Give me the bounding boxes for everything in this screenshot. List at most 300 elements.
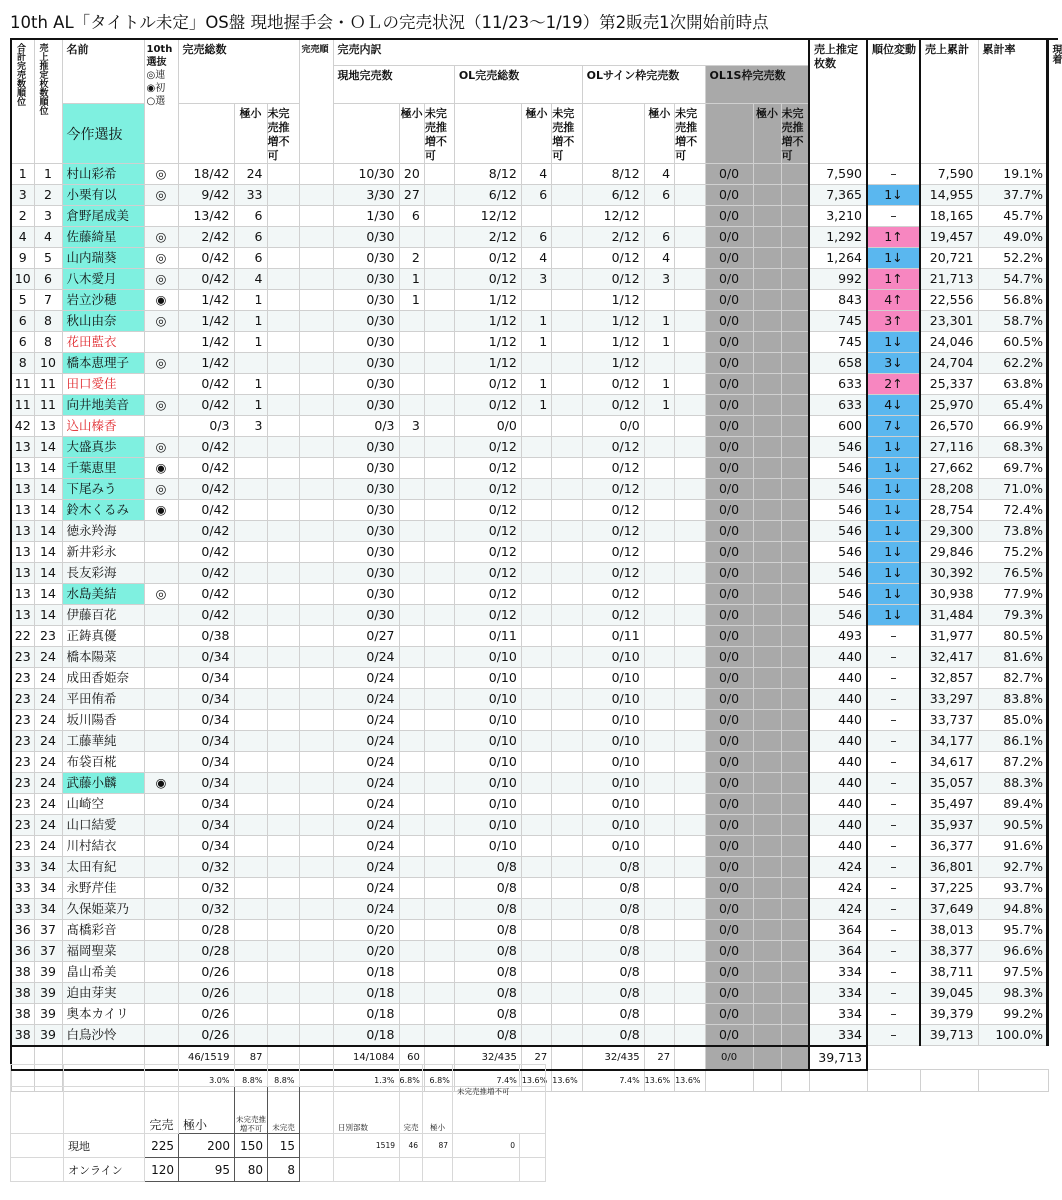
ol-sold: 0/12: [454, 436, 521, 457]
table-row: [11, 352, 1048, 373]
est-sales: 1,264: [809, 247, 867, 268]
rank-total: 38: [11, 1024, 34, 1046]
ol-sold: 0/12: [454, 520, 521, 541]
ol-kyoku: 6: [521, 226, 551, 247]
ol-sold: 0/8: [454, 940, 521, 961]
local-sold: 0/30: [333, 289, 399, 310]
ol-sold: 0/10: [454, 772, 521, 793]
rank-change: 1↓: [867, 247, 920, 268]
member-name: 伊藤百花: [62, 604, 144, 625]
local-kyoku: [399, 835, 424, 856]
sign-kyoku: [644, 541, 674, 562]
local-sold: 0/30: [333, 394, 399, 415]
local-sold: 0/27: [333, 625, 399, 646]
sign-kyoku: [644, 877, 674, 898]
total-sold: 0/34: [178, 709, 234, 730]
ol-sold: 0/12: [454, 478, 521, 499]
local-kyoku: 1: [399, 268, 424, 289]
total-kyoku: [234, 478, 267, 499]
total-sold: 0/42: [178, 499, 234, 520]
sign-sold: 0/12: [582, 499, 644, 520]
total-sold: 0/32: [178, 856, 234, 877]
sign-kyoku: [644, 583, 674, 604]
est-sales: 7,365: [809, 184, 867, 205]
member-name: 橋本恵理子: [62, 352, 144, 373]
total-sold: 1/42: [178, 310, 234, 331]
sign-kyoku: 4: [644, 163, 674, 184]
rank-change: 2↑: [867, 373, 920, 394]
total-sold: 0/34: [178, 730, 234, 751]
cum-sales: 33,737: [920, 709, 978, 730]
est-sales: 334: [809, 1024, 867, 1046]
est-sales: 546: [809, 562, 867, 583]
ol-kyoku: [521, 835, 551, 856]
tenth-mark: [144, 877, 178, 898]
total-kyoku: [234, 352, 267, 373]
rank-sales: 14: [34, 499, 62, 520]
cum-sales: 31,484: [920, 604, 978, 625]
cum-rate: 56.8%: [978, 289, 1048, 310]
header-breakdown: 完売内訳: [337, 43, 382, 56]
ol-sold: 2/12: [454, 226, 521, 247]
est-sales: 745: [809, 331, 867, 352]
sign-kyoku: [644, 205, 674, 226]
summary-head-kyoku: 極小: [179, 1087, 235, 1134]
total-sold: 0/42: [178, 394, 234, 415]
member-name: 大盛真歩: [62, 436, 144, 457]
summary-online-unsold: 8: [268, 1158, 300, 1182]
header-cut-off: 現着: [1050, 44, 1061, 64]
local-sold: 0/24: [333, 751, 399, 772]
table-row: [11, 625, 1048, 646]
sign-kyoku: 1: [644, 331, 674, 352]
sign-sold: 0/12: [582, 604, 644, 625]
cum-sales: 25,970: [920, 394, 978, 415]
rank-total: 23: [11, 835, 34, 856]
ol-sold: 0/12: [454, 541, 521, 562]
rank-total: 23: [11, 772, 34, 793]
sign-sold: 0/8: [582, 877, 644, 898]
cum-rate: 73.8%: [978, 520, 1048, 541]
total-sold: 0/38: [178, 625, 234, 646]
ol1s-sold: 0/0: [705, 289, 753, 310]
table-row: [11, 877, 1048, 898]
member-name: 岩立沙穂: [62, 289, 144, 310]
total-kyoku: [234, 793, 267, 814]
cum-sales: 35,497: [920, 793, 978, 814]
page-title: 10th AL「タイトル未定」OS盤 現地握手会・ＯＬの完売状況（11/23〜1/19）第2販売1次開始前時点: [10, 13, 769, 32]
ol-sold: 0/10: [454, 667, 521, 688]
local-sold: 0/30: [333, 226, 399, 247]
summary-mid-sold: 完売: [400, 1087, 423, 1134]
cum-rate: 95.7%: [978, 919, 1048, 940]
total-kyoku: [234, 541, 267, 562]
local-sold: 0/30: [333, 373, 399, 394]
table-row: [11, 898, 1048, 919]
rank-total: 13: [11, 541, 34, 562]
rank-change: 1↓: [867, 457, 920, 478]
cum-rate: 19.1%: [978, 163, 1048, 184]
total-sold: 0/42: [178, 604, 234, 625]
sign-sold: 0/8: [582, 898, 644, 919]
table-row: [11, 961, 1048, 982]
header-ol-total: OL完売総数: [458, 68, 520, 82]
ol-kyoku: [521, 562, 551, 583]
right-edge-border: [1046, 38, 1058, 1046]
total-kyoku: [234, 898, 267, 919]
tenth-mark: ◎: [144, 583, 178, 604]
ol-kyoku: [521, 646, 551, 667]
summary-count-kyoku: 87: [423, 1134, 453, 1158]
rank-sales: 24: [34, 751, 62, 772]
summary-local-unsold: 15: [268, 1134, 300, 1158]
local-sold: 0/24: [333, 688, 399, 709]
sign-sold: 0/10: [582, 751, 644, 772]
ol-sold: 1/12: [454, 310, 521, 331]
ol-sold: 0/10: [454, 814, 521, 835]
total-sold: 1/42: [178, 289, 234, 310]
local-sold: 0/30: [333, 499, 399, 520]
member-name: 平田侑希: [62, 688, 144, 709]
sign-sold: 1/12: [582, 310, 644, 331]
total-sold: 0/42: [178, 247, 234, 268]
table-row: [11, 982, 1048, 1003]
ol1s-sold: 0/0: [705, 478, 753, 499]
ol-kyoku: [521, 709, 551, 730]
rank-sales: 5: [34, 247, 62, 268]
tenth-mark: [144, 562, 178, 583]
member-name: 長友彩海: [62, 562, 144, 583]
ol1s-sold: 0/0: [705, 961, 753, 982]
total-sold: 0/34: [178, 772, 234, 793]
table-row: [11, 940, 1048, 961]
ol-kyoku: [521, 772, 551, 793]
header-tenth: 10th選抜: [146, 44, 173, 68]
cum-rate: 81.6%: [978, 646, 1048, 667]
sign-sold: 12/12: [582, 205, 644, 226]
rank-sales: 24: [34, 835, 62, 856]
local-kyoku: [399, 772, 424, 793]
tenth-mark: ◎: [144, 163, 178, 184]
table-row: [11, 310, 1048, 331]
rank-total: 33: [11, 877, 34, 898]
total-sold: 0/42: [178, 562, 234, 583]
summary-head-sold: 完売: [145, 1087, 179, 1134]
local-kyoku: 2: [399, 247, 424, 268]
rank-total: 23: [11, 709, 34, 730]
total-sold: 0/42: [178, 457, 234, 478]
ol-sold: 0/8: [454, 898, 521, 919]
tenth-mark: ◉: [144, 772, 178, 793]
total-sold: 0/26: [178, 961, 234, 982]
tenth-mark: ◎: [144, 226, 178, 247]
sign-kyoku: 6: [644, 226, 674, 247]
ol-kyoku: [521, 415, 551, 436]
rank-change: –: [867, 982, 920, 1003]
ol-kyoku: [521, 961, 551, 982]
total-sold: 18/42: [178, 163, 234, 184]
sign-sold: 0/12: [582, 373, 644, 394]
sign-kyoku: [644, 1024, 674, 1046]
1s-sum: 0/0: [705, 1046, 753, 1070]
cum-rate: 90.5%: [978, 814, 1048, 835]
summary-local-unsold-fix: 150: [235, 1134, 268, 1158]
sign-kyoku: [644, 898, 674, 919]
total-sold: 0/34: [178, 751, 234, 772]
rank-total: 23: [11, 730, 34, 751]
local-sold: 0/24: [333, 667, 399, 688]
sign-kyoku: [644, 478, 674, 499]
ol-sold: 0/12: [454, 604, 521, 625]
cum-sales: 32,857: [920, 667, 978, 688]
local-sold: 0/30: [333, 352, 399, 373]
ol1s-sold: 0/0: [705, 499, 753, 520]
rank-change: 3↓: [867, 352, 920, 373]
total-kyoku: [234, 940, 267, 961]
total-kyoku: [234, 835, 267, 856]
table-row: [11, 1003, 1048, 1024]
ol-sold: 0/8: [454, 1024, 521, 1046]
rank-change: –: [867, 961, 920, 982]
local-kyoku: [399, 373, 424, 394]
member-name: 川村結衣: [62, 835, 144, 856]
sign-sold: 6/12: [582, 184, 644, 205]
ol-sold: 1/12: [454, 352, 521, 373]
table-row: [11, 1024, 1048, 1046]
sign-sold: 1/12: [582, 289, 644, 310]
sign-kyoku: 6: [644, 184, 674, 205]
total-sold: 0/42: [178, 583, 234, 604]
rank-total: 8: [11, 352, 34, 373]
header-total-kyoku: 極小: [239, 106, 262, 120]
rank-change: 1↓: [867, 562, 920, 583]
sign-kyoku: [644, 604, 674, 625]
total-kyoku: [234, 772, 267, 793]
rank-total: 33: [11, 856, 34, 877]
local-kyoku: [399, 352, 424, 373]
local-kyoku: [399, 667, 424, 688]
pct-local-2: 6.8%: [399, 1070, 424, 1092]
ol-sold: 12/12: [454, 205, 521, 226]
tenth-mark: [144, 961, 178, 982]
local-kyoku: [399, 562, 424, 583]
tenth-mark: [144, 730, 178, 751]
rank-change: –: [867, 709, 920, 730]
local-sold: 0/24: [333, 793, 399, 814]
rank-total: 13: [11, 520, 34, 541]
tenth-mark: ◎: [144, 436, 178, 457]
sign-sold: 0/12: [582, 478, 644, 499]
total-sold: 0/28: [178, 919, 234, 940]
rank-change: 1↑: [867, 226, 920, 247]
ol-sum: 32/435: [454, 1046, 521, 1070]
rank-sales: 14: [34, 604, 62, 625]
local-sold: 0/30: [333, 604, 399, 625]
sign-kyoku: [644, 289, 674, 310]
cum-rate: 76.5%: [978, 562, 1048, 583]
rank-total: 6: [11, 310, 34, 331]
cum-sales: 36,801: [920, 856, 978, 877]
ol1s-sold: 0/0: [705, 835, 753, 856]
rank-sales: 34: [34, 898, 62, 919]
rank-change: –: [867, 898, 920, 919]
ol1s-sold: 0/0: [705, 457, 753, 478]
cum-rate: 94.8%: [978, 898, 1048, 919]
tenth-mark: [144, 709, 178, 730]
rank-total: 9: [11, 247, 34, 268]
rank-total: 6: [11, 331, 34, 352]
rank-sales: 3: [34, 205, 62, 226]
table-row: [11, 394, 1048, 415]
table-row: [11, 415, 1048, 436]
member-name: 髙橋彩音: [62, 919, 144, 940]
sign-sold: 0/0: [582, 415, 644, 436]
local-sold: 0/20: [333, 940, 399, 961]
local-kyoku: [399, 688, 424, 709]
total-kyoku: 33: [234, 184, 267, 205]
rank-total: 22: [11, 625, 34, 646]
ol1s-sold: 0/0: [705, 1003, 753, 1024]
ol-kyoku: [521, 520, 551, 541]
cum-rate: 66.9%: [978, 415, 1048, 436]
cum-rate: 45.7%: [978, 205, 1048, 226]
summary-local-label: 現地: [64, 1134, 145, 1158]
rank-sales: 24: [34, 709, 62, 730]
sign-sold: 0/12: [582, 268, 644, 289]
local-kyoku: [399, 226, 424, 247]
pct-sign-1: 7.4%: [582, 1070, 644, 1092]
total-kyoku: [234, 457, 267, 478]
sign-sold: 0/10: [582, 835, 644, 856]
rank-total: 33: [11, 898, 34, 919]
table-row: [11, 247, 1048, 268]
table-row: [11, 583, 1048, 604]
member-name: 白鳥沙怜: [62, 1024, 144, 1046]
cum-rate: 83.8%: [978, 688, 1048, 709]
sign-kyoku: [644, 793, 674, 814]
cum-sales: 25,337: [920, 373, 978, 394]
local-kyoku: [399, 940, 424, 961]
rank-sales: 37: [34, 940, 62, 961]
header-ol-sign: OLサイン枠完売数: [586, 68, 680, 82]
ol-kyoku: [521, 898, 551, 919]
header-cum-rate: 累計率: [982, 43, 1016, 56]
total-kyoku: 6: [234, 205, 267, 226]
ol-kyoku: [521, 793, 551, 814]
rank-sales: 14: [34, 457, 62, 478]
ol1s-sold: 0/0: [705, 583, 753, 604]
ol-kyoku: [521, 289, 551, 310]
rank-sales: 8: [34, 310, 62, 331]
sign-kyoku: [644, 772, 674, 793]
cum-rate: 91.6%: [978, 835, 1048, 856]
total-sold: 13/42: [178, 205, 234, 226]
total-sold: 0/34: [178, 646, 234, 667]
cum-rate: 97.5%: [978, 961, 1048, 982]
ol1s-sold: 0/0: [705, 898, 753, 919]
table-row: [11, 331, 1048, 352]
ol-kyoku: [521, 499, 551, 520]
rank-sales: 2: [34, 184, 62, 205]
table-row: [11, 205, 1048, 226]
total-kyoku: [234, 730, 267, 751]
ol-sold: 0/8: [454, 961, 521, 982]
ol1s-sold: 0/0: [705, 688, 753, 709]
ol-kyoku: [521, 541, 551, 562]
tenth-mark: [144, 331, 178, 352]
rank-total: 11: [11, 373, 34, 394]
total-kyoku: [234, 604, 267, 625]
est-sales: 745: [809, 310, 867, 331]
rank-change: –: [867, 793, 920, 814]
total-sold: 2/42: [178, 226, 234, 247]
ol-sold: 1/12: [454, 331, 521, 352]
total-sold: 0/42: [178, 541, 234, 562]
rank-sales: 24: [34, 667, 62, 688]
sign-kyoku: [644, 688, 674, 709]
total-sold: 0/42: [178, 478, 234, 499]
ol-sold: 0/8: [454, 982, 521, 1003]
sign-kyoku: 4: [644, 247, 674, 268]
sign-kyoku: [644, 814, 674, 835]
rank-sales: 14: [34, 478, 62, 499]
ol-kyoku: [521, 667, 551, 688]
cum-rate: 65.4%: [978, 394, 1048, 415]
est-sales: 440: [809, 709, 867, 730]
rank-sales: 34: [34, 877, 62, 898]
summary-table: [10, 1064, 546, 1182]
member-name: 倉野尾成美: [62, 205, 144, 226]
ol-kyoku: 6: [521, 184, 551, 205]
ol1s-sold: 0/0: [705, 814, 753, 835]
member-name: 下尾みう: [62, 478, 144, 499]
ol-kyoku: [521, 751, 551, 772]
ol1s-sold: 0/0: [705, 793, 753, 814]
total-sold: 0/34: [178, 835, 234, 856]
ol-sold: 8/12: [454, 163, 521, 184]
total-sold: 0/42: [178, 520, 234, 541]
ol1s-sold: 0/0: [705, 1024, 753, 1046]
rank-change: –: [867, 814, 920, 835]
rank-change: 1↓: [867, 331, 920, 352]
total-kyoku: [234, 1003, 267, 1024]
ol1s-sold: 0/0: [705, 205, 753, 226]
ol-kyoku: [521, 688, 551, 709]
tenth-mark: ◎: [144, 184, 178, 205]
local-sold: 0/30: [333, 541, 399, 562]
ol-sold: 0/12: [454, 373, 521, 394]
summary-online-kyoku: 95: [179, 1158, 235, 1182]
rank-change: –: [867, 646, 920, 667]
tenth-mark: [144, 688, 178, 709]
local-kyoku: [399, 625, 424, 646]
cum-rate: 52.2%: [978, 247, 1048, 268]
rank-change: –: [867, 919, 920, 940]
local-sold: 0/24: [333, 709, 399, 730]
total-sold: 0/3: [178, 415, 234, 436]
total-kyoku: 24: [234, 163, 267, 184]
ol1s-sold: 0/0: [705, 436, 753, 457]
member-name: 山崎空: [62, 793, 144, 814]
total-kyoku: [234, 520, 267, 541]
rank-change: –: [867, 667, 920, 688]
cum-sales: 38,711: [920, 961, 978, 982]
sign-sold: 0/12: [582, 436, 644, 457]
rank-sales: 24: [34, 730, 62, 751]
header-local: 現地完売数: [337, 68, 393, 82]
ol-sold: 0/12: [454, 394, 521, 415]
ol-kyoku: [521, 352, 551, 373]
